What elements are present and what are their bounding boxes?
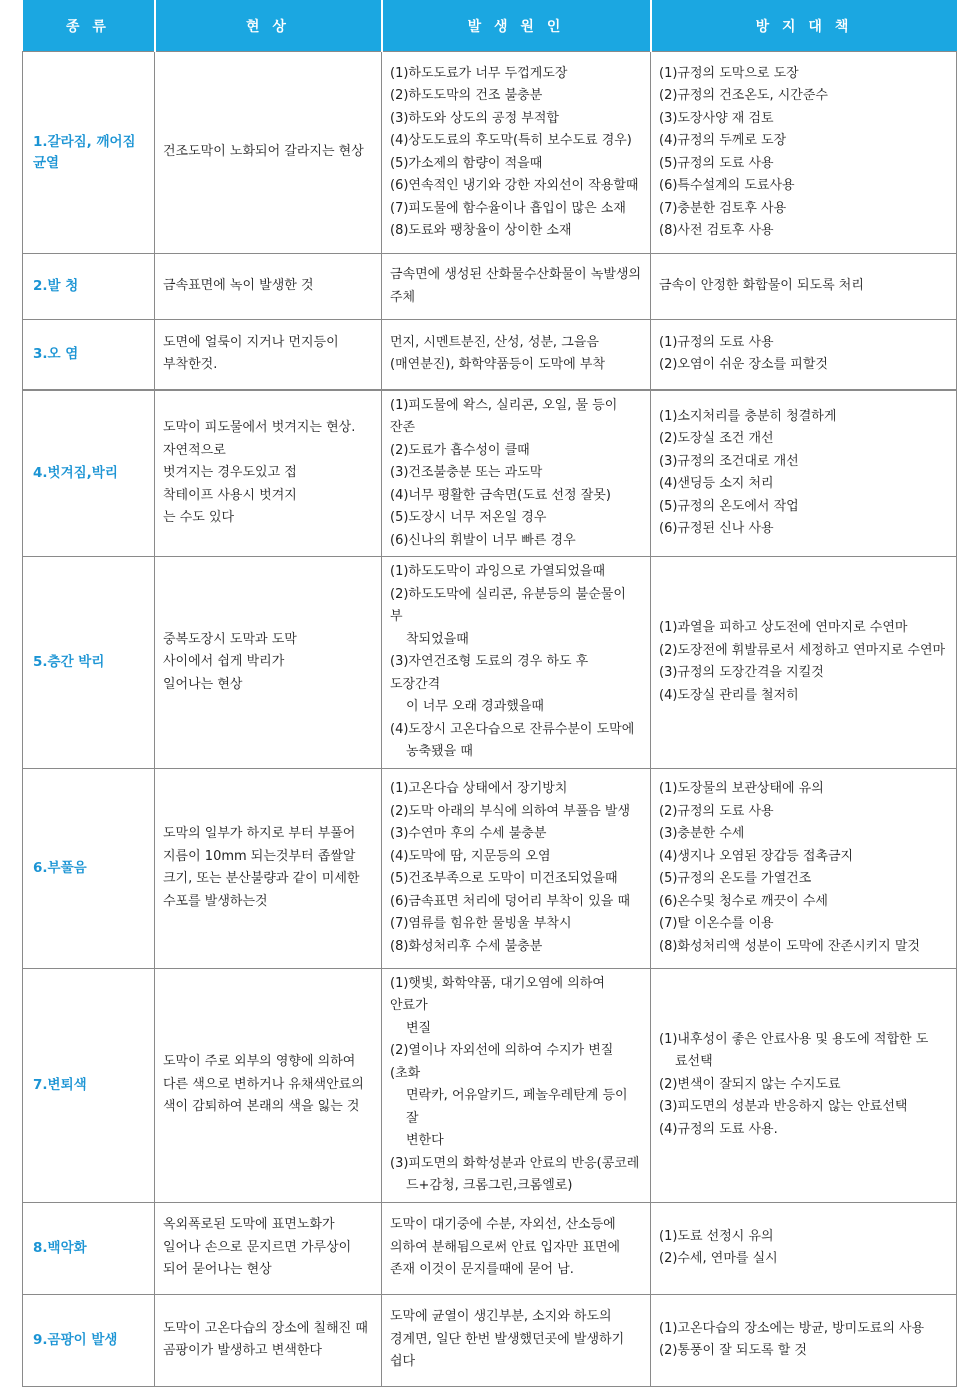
phenomenon-line: 도막이 고온다습의 장소에 칠해진 때 곰팡이가 발생하고 변색한다 [163,1320,368,1358]
phenomenon-cell [155,768,382,968]
phenomenon-line: 자연적으로 [163,442,226,458]
phenomenon-cell [155,1294,382,1386]
measure-item: (7)탈 이온수를 이용 [659,916,774,931]
measure-item: (2)통풍이 잘 되도록 할 것 [659,1343,807,1358]
causes-cell [382,254,651,320]
measure-item: (2)수세, 연마를 실시 [659,1251,778,1266]
header-phenomenon: 현 상 [155,0,382,52]
cause-item: (5)도장시 너무 저온일 경우 [390,510,547,525]
cause-item-continued: 착되었을때 [406,631,469,647]
table-row [23,557,957,769]
cause-item: (2)도막 아래의 부식에 의하여 부풀음 발생 [390,803,631,819]
measure-item: (2)오염이 쉬운 장소를 피할것 [659,357,828,373]
cause-item-continued: 변한다 [406,1133,444,1148]
table-row [23,390,957,557]
measures-cell [651,768,957,968]
measure-item-continued: 료선택 [675,1054,713,1070]
table-row [23,968,957,1202]
phenomenon-line: 도막이 피도물에서 벗겨지는 현상. [163,420,356,435]
cause-item: (8)화성처리후 수세 불충분 [390,938,543,954]
phenomenon-line: 건조도막이 노화되어 갈라지는 현상 [163,144,364,160]
measure-item: (6)규정된 신나 사용 [659,521,774,537]
cause-item: (8)도료와 팽창율이 상이한 소재 [390,223,572,238]
cause-item: (4)상도도료의 후도막(특히 보수도료 경우) [390,133,632,148]
measures-cell [651,1294,957,1386]
kind-cell: 1.갈라짐, 깨어짐 균열 [23,52,155,254]
cause-item: (7)염류를 힘유한 물빙울 부착시 [390,916,572,931]
cause-item: (1)하도도막이 과잉으로 가열되었을때 [390,564,606,579]
measure-item: (5)규정의 온도를 가열건조 [659,871,812,886]
measure-item: (4)규정의 도료 사용. [659,1121,778,1137]
table-row [23,1202,957,1294]
cause-item-continued: 면락카, 어유알키드, 페놀우레탄계 등이 잘 [406,1088,628,1126]
measure-item: (1)소지처리를 충분히 청결하게 [659,408,837,424]
table-row [23,52,957,254]
cause-item-continued: 변질 [406,1020,432,1036]
defects-table-wrapper [22,0,956,1387]
cause-item: (2)도료가 흡수성이 클때 [390,442,530,458]
cause-item: (3)피도면의 화학성분과 안료의 반응(콩코레 [390,1155,640,1171]
measure-item: (1)과열을 피하고 상도전에 연마지로 수연마 [659,620,908,636]
measures-cell [651,320,957,390]
cause-item: 도막이 대기중에 수분, 자외선, 산소등에 의하여 분해됨으로써 안료 입자만 표면에 존재 이것이 문지를때에 묻어 남. [390,1217,621,1278]
phenomenon-cell [155,52,382,254]
measure-item: (6)온수및 청수로 깨끗이 수세 [659,893,828,909]
measure-item: (4)규정의 두께로 도장 [659,133,787,148]
cause-item: (5)가소제의 함량이 적을때 [390,155,543,171]
causes-cell [382,968,651,1202]
phenomenon-line: 금속표면에 녹이 발생한 것 [163,278,314,294]
measure-item: (1)도장물의 보관상태에 유의 [659,781,824,796]
table-row [23,768,957,968]
kind-cell: 9.곰팡이 발생 [23,1294,155,1386]
kind-cell: 7.변퇴색 [23,968,155,1202]
phenomenon-line: 도면에 얼룩이 지거나 먼지등이 부착한것. [163,334,339,373]
phenomenon-cell [155,254,382,320]
phenomenon-line: 착테이프 사용시 벗겨지 [163,487,297,503]
measure-item: (8)화성처리액 성분이 도막에 잔존시키지 말것 [659,938,920,954]
phenomenon-cell [155,1202,382,1294]
table-row [23,1294,957,1386]
measure-item: (3)규정의 조건대로 개선 [659,453,799,469]
kind-cell: 8.백악화 [23,1202,155,1294]
phenomenon-cell [155,390,382,557]
phenomenon-cell [155,968,382,1202]
cause-item: (6)금속표면 처리에 덩어리 부착이 있을 때 [390,893,631,909]
measure-item: (4)도장실 관리를 철저히 [659,687,799,703]
measure-item: (4)샌딩등 소지 처리 [659,476,774,492]
kind-cell: 5.층간 박리 [23,557,155,769]
causes-cell [382,52,651,254]
cause-item: (6)연속적인 냉기와 강한 자외선이 작용할때 [390,178,639,193]
measure-item: (4)생지나 오염된 장갑등 접촉금지 [659,848,854,864]
phenomenon-line: 는 수도 있다 [163,510,235,525]
measure-item: (1)내후성이 좋은 안료사용 및 용도에 적합한 도 [659,1031,929,1047]
measures-cell [651,254,957,320]
cause-item: (5)건조부족으로 도막이 미건조되었을때 [390,871,618,886]
cause-item: (3)자연건조형 도료의 경우 하도 후 도장간격 [390,654,589,692]
cause-item: 도막에 균열이 생긴부분, 소지와 하도의 경계면, 일단 한번 발생했던곳에 발생하기 쉽다 [390,1309,625,1370]
measure-item: (3)규정의 도장간격을 지킬것 [659,665,824,681]
measures-cell [651,52,957,254]
cause-item: (1)피도물에 왁스, 실리콘, 오일, 물 등이 잔존 [390,397,618,435]
cause-item: (6)신나의 휘발이 너무 빠른 경우 [390,532,576,548]
table-body [23,52,957,1387]
measure-item: (2)도장전에 휘발류로서 세정하고 연마지로 수연마 [659,642,946,658]
cause-item: (7)피도물에 함수율이나 흡입이 많은 소재 [390,200,626,216]
cause-item: (1)햇빛, 화학약품, 대기오염에 의하여 안료가 [390,975,605,1013]
causes-cell [382,1202,651,1294]
phenomenon-line: 벗겨지는 경우도있고 접 [163,465,297,480]
measure-item: (1)고온다습의 장소에는 방균, 방미도료의 사용 [659,1320,925,1336]
causes-cell [382,768,651,968]
cause-item-continued: 이 너무 오래 경과했을때 [406,699,544,714]
cause-item: (4)도장시 고온다습으로 잔류수분이 도막에 [390,721,635,737]
measure-item: (5)규정의 온도에서 작업 [659,498,799,514]
measure-item: (3)도장사양 재 검토 [659,110,774,126]
measures-cell [651,557,957,769]
table-row [23,320,957,390]
phenomenon-line: 사이에서 쉽게 박리가 [163,654,285,669]
measure-item: (3)피도면의 성분과 반응하지 않는 안료선택 [659,1099,908,1115]
cause-item-continued: 농축됐을 때 [406,744,473,759]
header-kind: 종 류 [23,0,155,52]
cause-item: (1)하도도료가 너무 두껍게도장 [390,65,568,81]
phenomenon-line: 중복도장시 도막과 도막 [163,631,297,647]
phenomenon-line: 일어나는 현상 [163,676,243,692]
causes-cell [382,320,651,390]
measure-item: (1)도료 선정시 유의 [659,1228,774,1244]
measure-item: (8)사전 검토후 사용 [659,223,774,238]
table-row [23,254,957,320]
measures-cell [651,390,957,557]
kind-cell: 2.발 청 [23,254,155,320]
measure-item: (3)충분한 수세 [659,826,745,841]
cause-item: (2)하도도막의 건조 불충분 [390,88,543,103]
measure-item: (6)특수설계의 도료사용 [659,178,795,193]
measure-item: (2)변색이 잘되지 않는 수지도료 [659,1076,841,1092]
cause-item: (2)하도도막에 실리콘, 유분등의 불순물이 부 [390,586,626,624]
measure-item: (1)규정의 도막으로 도장 [659,65,799,81]
phenomenon-cell [155,557,382,769]
measure-item: (5)규정의 도료 사용 [659,155,774,171]
phenomenon-cell [155,320,382,390]
measure-item: (2)규정의 도료 사용 [659,803,774,819]
cause-item: (3)건조불충분 또는 과도막 [390,465,543,480]
kind-cell: 6.부풀음 [23,768,155,968]
cause-item-continued: 드+감청, 크롬그린,크롬엘로) [406,1178,573,1193]
header-measures: 방 지 대 책 [651,0,957,52]
phenomenon-line: 옥외폭로된 도막에 표면노화가 일어나 손으로 문지르면 가루상이 되어 묻어나는 현상 [163,1217,352,1278]
header-causes: 발 생 원 인 [382,0,651,52]
cause-item: (2)열이나 자외선에 의하여 수지가 변질(초화 [390,1043,614,1081]
cause-item: (3)수연마 후의 수세 불충분 [390,826,547,841]
cause-item: 먼지, 시멘트분진, 산성, 성분, 그을음(매연분진), 화학약품등이 도막에 부착 [390,334,606,373]
measure-item: (1)규정의 도료 사용 [659,334,774,350]
causes-cell [382,390,651,557]
measures-cell [651,1202,957,1294]
phenomenon-line: 도막의 일부가 하지로 부터 부풀어 지름이 10mm 되는것부터 좁쌀알 크기, 또는 분산불량과 같이 미세한 수포를 발생하는것 [163,826,360,909]
causes-cell [382,1294,651,1386]
kind-cell: 4.벗겨짐,박리 [23,390,155,557]
measure-item: (2)도장실 조건 개선 [659,431,774,447]
cause-item: (4)도막에 땀, 지문등의 오염 [390,848,551,864]
paint-defects-table [22,0,957,1387]
kind-cell: 3.오 염 [23,320,155,390]
cause-item: (1)고온다습 상태에서 장기방치 [390,781,568,796]
measures-cell [651,968,957,1202]
causes-cell [382,557,651,769]
measure-item: 금속이 안정한 화합물이 되도록 처리 [659,278,864,294]
table-header [23,0,957,52]
phenomenon-line: 도막이 주로 외부의 영향에 의하여 다른 색으로 변하거나 유채색안료의 색이 감퇴하여 본래의 색을 잃는 것 [163,1054,364,1115]
cause-item: (3)하도와 상도의 공정 부적합 [390,110,559,126]
measure-item: (7)충분한 검토후 사용 [659,200,787,216]
cause-item: (4)너무 평활한 금속면(도료 선정 잘못) [390,487,611,503]
cause-item: 금속면에 생성된 산화물수산화물이 녹발생의 주체 [390,267,641,305]
measure-item: (2)규정의 건조온도, 시간준수 [659,88,828,103]
